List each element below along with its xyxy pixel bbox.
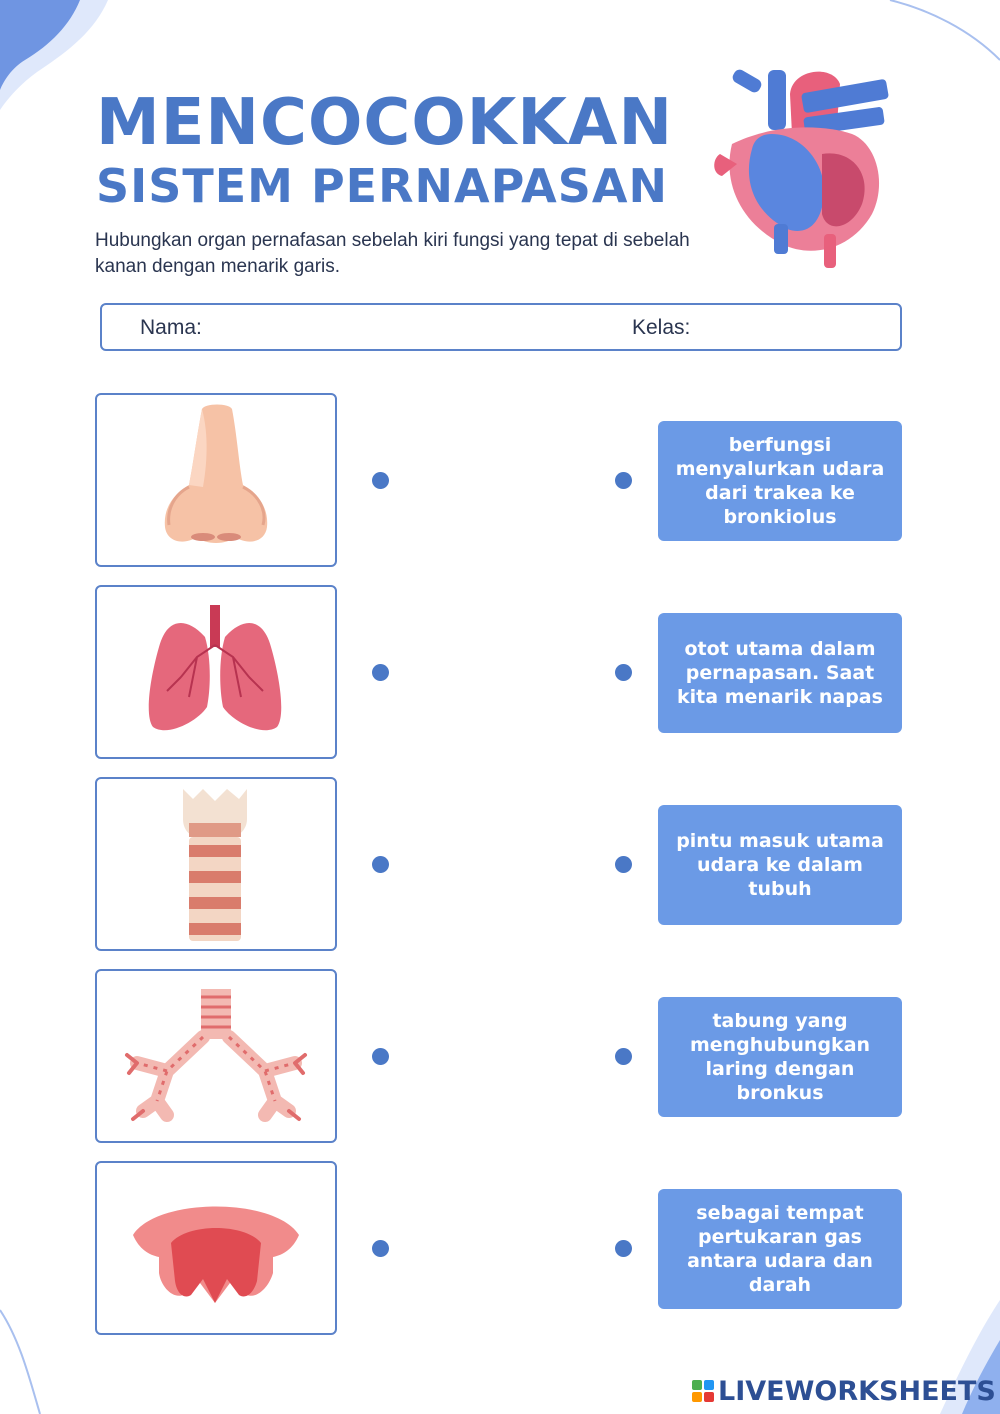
liveworksheets-logo-icon <box>692 1380 714 1402</box>
page-subtitle: SISTEM PERNAPASAN <box>96 159 668 213</box>
liveworksheets-logo <box>692 1374 996 1408</box>
left-connector-dot[interactable] <box>372 1240 389 1257</box>
function-card <box>658 613 902 733</box>
nose-icon <box>97 395 335 565</box>
lungs-icon <box>97 587 335 757</box>
larynx-icon <box>97 779 335 949</box>
left-connector-dot[interactable] <box>372 1048 389 1065</box>
right-connector-dot[interactable] <box>615 1048 632 1065</box>
instructions-text: Hubungkan organ pernafasan sebelah kiri fungsi yang tepat di sebelah kanan dengan menarik garis. <box>95 230 690 277</box>
function-text: berfungsi menyalurkan udara dari trakea ke bronkiolus <box>675 434 885 528</box>
left-connector-dot[interactable] <box>372 472 389 489</box>
right-connector-dot[interactable] <box>615 664 632 681</box>
page-title: MENCOCOKKAN <box>96 86 673 160</box>
function-card <box>658 1189 902 1309</box>
top-right-curve-decoration <box>880 0 1000 80</box>
organ-image-box <box>95 1161 337 1335</box>
match-row <box>0 969 1000 1145</box>
function-card <box>658 421 902 541</box>
right-connector-dot[interactable] <box>615 856 632 873</box>
name-label: Nama: <box>140 316 202 339</box>
match-row <box>0 585 1000 761</box>
right-connector-dot[interactable] <box>615 472 632 489</box>
organ-image-box <box>95 393 337 567</box>
match-row <box>0 1161 1000 1337</box>
class-label: Kelas: <box>632 316 691 339</box>
function-text: tabung yang menghubungkan laring dengan bronkus <box>689 1010 871 1104</box>
left-connector-dot[interactable] <box>372 856 389 873</box>
bronchi-icon <box>97 971 335 1141</box>
function-card <box>658 805 902 925</box>
function-text: pintu masuk utama udara ke dalam tubuh <box>676 830 884 900</box>
organ-image-box <box>95 585 337 759</box>
function-card <box>658 997 902 1117</box>
right-connector-dot[interactable] <box>615 1240 632 1257</box>
match-row <box>0 393 1000 569</box>
brand-text: LIVEWORKSHEETS <box>718 1375 996 1407</box>
left-connector-dot[interactable] <box>372 664 389 681</box>
match-row <box>0 777 1000 953</box>
organ-image-box <box>95 777 337 951</box>
diaphragm-icon <box>97 1163 335 1333</box>
function-text: otot utama dalam pernapasan. Saat kita menarik napas <box>677 638 883 708</box>
heart-illustration <box>712 64 892 274</box>
function-text: sebagai tempat pertukaran gas antara udara dan darah <box>687 1202 873 1296</box>
organ-image-box <box>95 969 337 1143</box>
student-info-bar <box>100 303 902 351</box>
